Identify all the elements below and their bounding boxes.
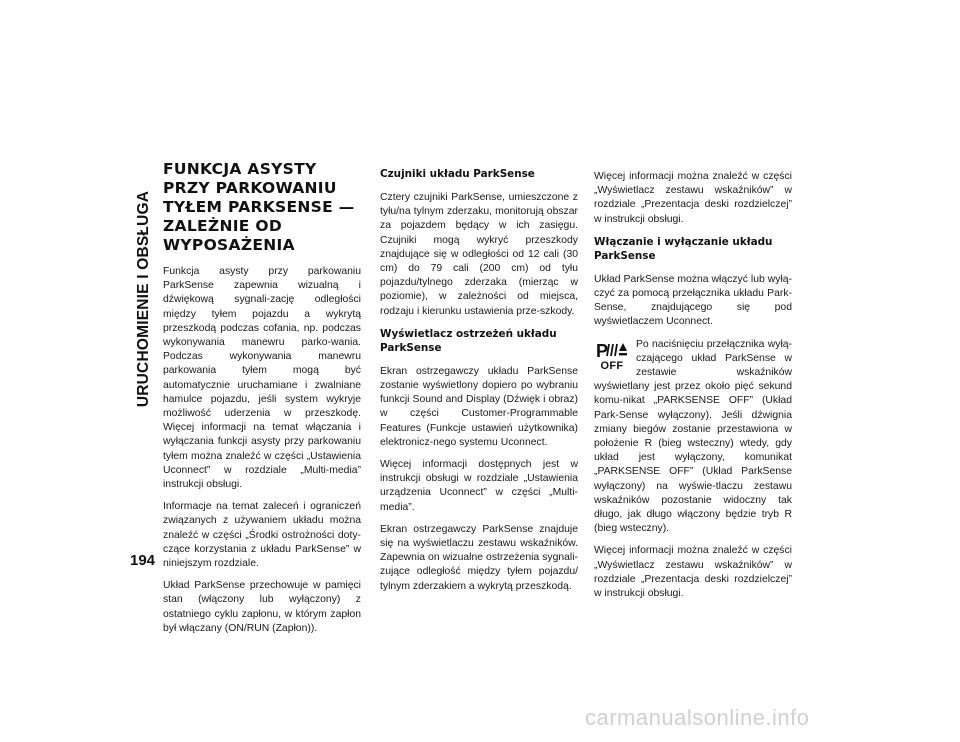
paragraph: Układ ParkSense przechowuje w pamięci stan (włączony lub wyłączony) z ostatniego cyklu zapłonu, w którym zapłon był włączany (ON/RUN (Zapłon)). <box>163 580 361 634</box>
column-3 <box>594 170 792 609</box>
parksense-off-icon <box>594 340 630 376</box>
page-number: 194 <box>130 552 156 569</box>
column-1 <box>163 160 361 644</box>
section-title: FUNKCJA ASYSTY PRZY PARKOWANIU TYŁEM PARKSENSE — ZALEŻNIE OD WYPOSAŻENIA <box>163 160 355 254</box>
paragraph: Ekran ostrzegawczy ParkSense znajduje się na wyświetlaczu zestawu wskaźników. Zapewnia on wizualne ostrzeżenia sygnali-zujące odległość między tyłem pojazdu/ tylnym zderzakiem a wykrytą przeszkodą. <box>380 523 578 592</box>
paragraph: Funkcja asysty przy parkowaniu ParkSense zapewnia wizualną i dźwiękową sygnali-zację odległości między tyłem pojazdu a wykrytą przeszkodą podczas cofania, np. podczas wykonywania manewru parko-wania. Podczas wykonywania manewru parkowania tyłem mogą być automatycznie uruchamiane i zwalniane hamulce pojazdu, jeśli system wykryje możliwość uderzenia w przeszkodę. Więcej informacji na temat włączania i wyłączania funkcji asysty przy parkowaniu tyłem można znaleźć w części „Ustawienia Uconnect” w rozdziale „Multi-media” instrukcji obsługi. <box>163 266 361 491</box>
paragraph: Cztery czujniki ParkSense, umieszczone z tyłu/na tylnym zderzaku, monitorują obszar za pojazdem będący w ich zasięgu. Czujniki mogą wykryć przeszkody znajdujące się w odległości od 12 cali (30 cm) do 79 cali (200 cm) od tyłu pojazdu/tylnego zderzaka (mierząc w poziomie), w zależności od miejsca, rodzaju i kierunku ustawienia prze-szkody. <box>380 192 578 317</box>
svg-text:P: P <box>596 340 609 360</box>
watermark-text: carmanualsonline.info <box>585 705 810 730</box>
subheading-sensors: Czujniki układu ParkSense <box>380 168 535 180</box>
paragraph: Więcej informacji dostępnych jest w instrukcji obsługi w rozdziale „Ustawienia urządzenia Uconnect” w części „Multi-media”. <box>380 459 578 513</box>
parksense-off-block <box>594 338 792 537</box>
paragraph: Po naciśnięciu przełącznika wyłą-czającego układ ParkSense w zestawie wskaźników wyświetlany jest przez około pięć sekund komu-nikat „PARKSENSE OFF” (Układ Park-Sense wyłączony). Jeśli dźwignia zmiany biegów zostanie przestawiona w położenie R (bieg wsteczny) wtedy, gdy układ jest wyłączony, komunikat „PARKSENSE OFF” (Układ ParkSense wyłączony) na wyświe-tlaczu zestawu wskaźników pozostanie widoczny tak długo, jak długo włączony będzie tryb R (bieg wsteczny). <box>594 338 792 535</box>
paragraph: Informacje na temat zaleceń i ograniczeń związanych z używaniem układu można znaleźć w części „Środki ostrożności doty-czące korzystania z układu ParkSense” w niniejszym rozdziale. <box>163 501 361 570</box>
paragraph: Układ ParkSense można włączyć lub wyłą-czyć za pomocą przełącznika układu Park-Sense, znajdującego się pod wyświetlaczem Uconnect. <box>594 273 792 328</box>
column-2 <box>380 167 578 602</box>
subheading-warning-display: Wyświetlacz ostrzeżeń układu ParkSense <box>380 327 557 354</box>
paragraph: Więcej informacji można znaleźć w części „Wyświetlacz zestawu wskaźników” w rozdziale „Prezentacja deski rozdzielczej” w instrukcji obsługi. <box>594 171 792 225</box>
subheading-on-off: Włączanie i wyłączanie układu ParkSense <box>594 235 773 262</box>
chapter-side-tab <box>131 175 157 423</box>
chapter-title: URUCHOMIENIE I OBSŁUGA <box>135 190 152 408</box>
paragraph: Ekran ostrzegawczy układu ParkSense zostanie wyświetlony dopiero po wybraniu funkcji Sound and Display (Dźwięk i obraz) w części Customer-Programmable Features (Funkcje ustawień użytkownika) elektronicz-nego systemu Uconnect. <box>380 365 578 448</box>
paragraph: Więcej informacji można znaleźć w części „Wyświetlacz zestawu wskaźników” w rozdziale „Prezentacja deski rozdzielczej” w instrukcji obsługi. <box>594 545 792 600</box>
off-label: OFF <box>600 359 624 372</box>
